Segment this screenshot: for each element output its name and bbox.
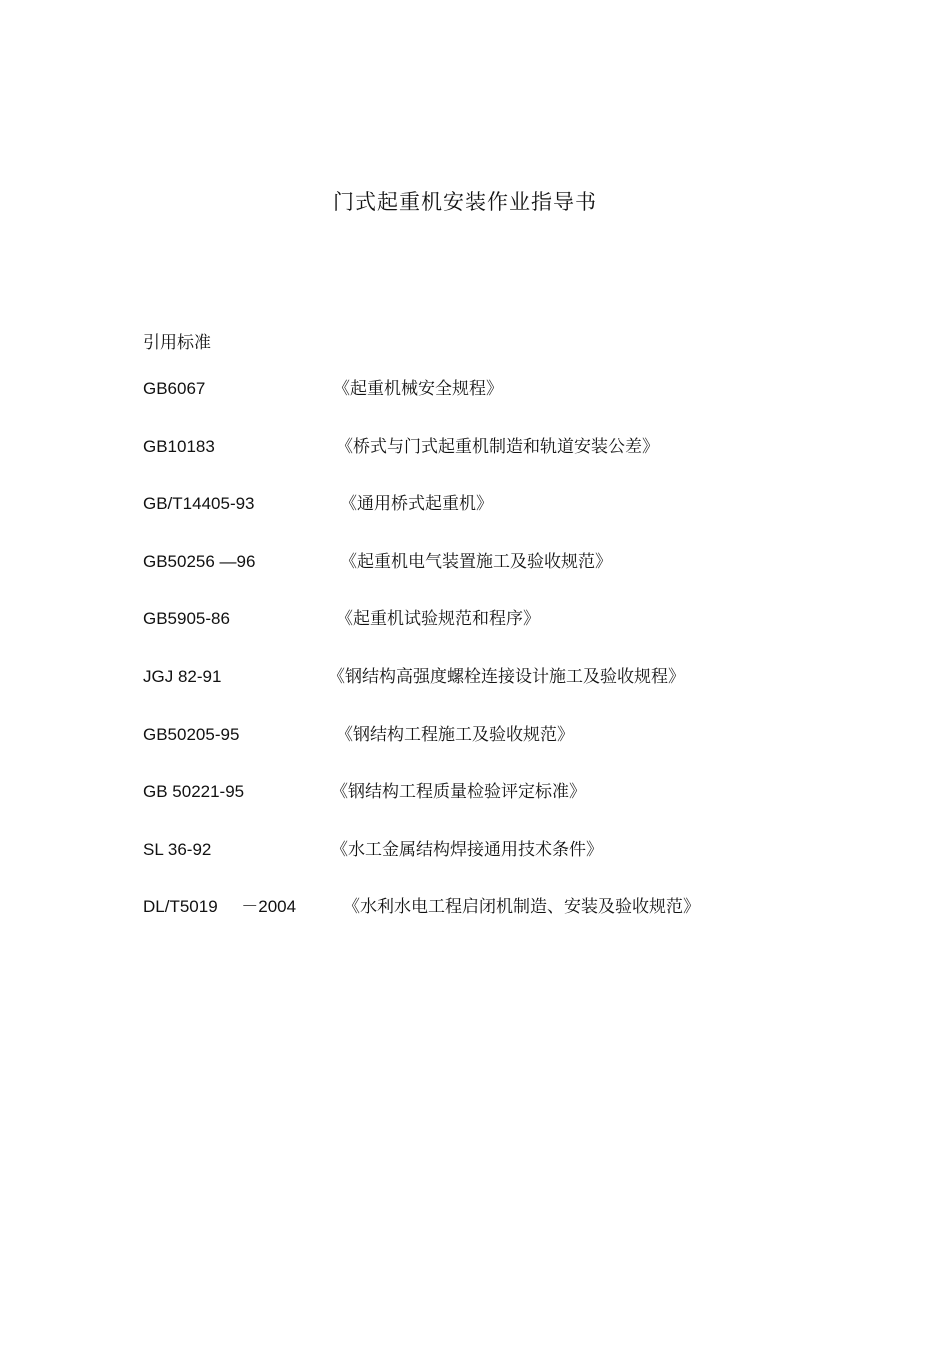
standard-name: 《起重机试验规范和程序》: [336, 609, 540, 630]
standard-name: 《钢结构工程质量检验评定标准》: [331, 782, 586, 803]
list-item: [0, 781, 950, 839]
standard-name: 《通用桥式起重机》: [340, 494, 493, 515]
list-item: [0, 666, 950, 724]
list-item: [0, 493, 950, 551]
standard-code: GB10183: [143, 436, 215, 456]
standard-code: DL/T5019 －2004: [143, 897, 297, 917]
standard-code: GB/T14405-93: [143, 494, 255, 514]
standard-name: 《水利水电工程启闭机制造、安装及验收规范》: [343, 897, 700, 918]
list-item: [0, 839, 950, 897]
standard-name: 《钢结构高强度螺栓连接设计施工及验收规程》: [328, 666, 685, 687]
page-title: 门式起重机安装作业指导书: [333, 190, 597, 214]
standard-code: JGJ 82-91: [143, 666, 222, 686]
standard-name: 《钢结构工程施工及验收规范》: [336, 724, 574, 745]
standard-name: 《桥式与门式起重机制造和轨道安装公差》: [336, 436, 659, 457]
list-item: [0, 436, 950, 494]
list-item: [0, 608, 950, 666]
standard-name: 《起重机电气装置施工及验收规范》: [340, 551, 612, 572]
standard-code: GB5905-86: [143, 609, 230, 629]
list-item: [0, 724, 950, 782]
section-heading: 引用标准: [143, 333, 211, 353]
list-item: [0, 378, 950, 436]
standards-list: [0, 378, 950, 954]
standard-name: 《起重机械安全规程》: [333, 379, 503, 399]
list-item: [0, 551, 950, 609]
standard-code: GB50205-95: [143, 724, 240, 744]
standard-code: GB50256 —96: [143, 551, 256, 571]
standard-code: GB 50221-95: [143, 782, 245, 802]
standard-code: GB6067: [143, 379, 206, 398]
standard-code: SL 36-92: [143, 839, 212, 859]
list-item: [0, 896, 950, 954]
standard-name: 《水工金属结构焊接通用技术条件》: [331, 839, 603, 860]
